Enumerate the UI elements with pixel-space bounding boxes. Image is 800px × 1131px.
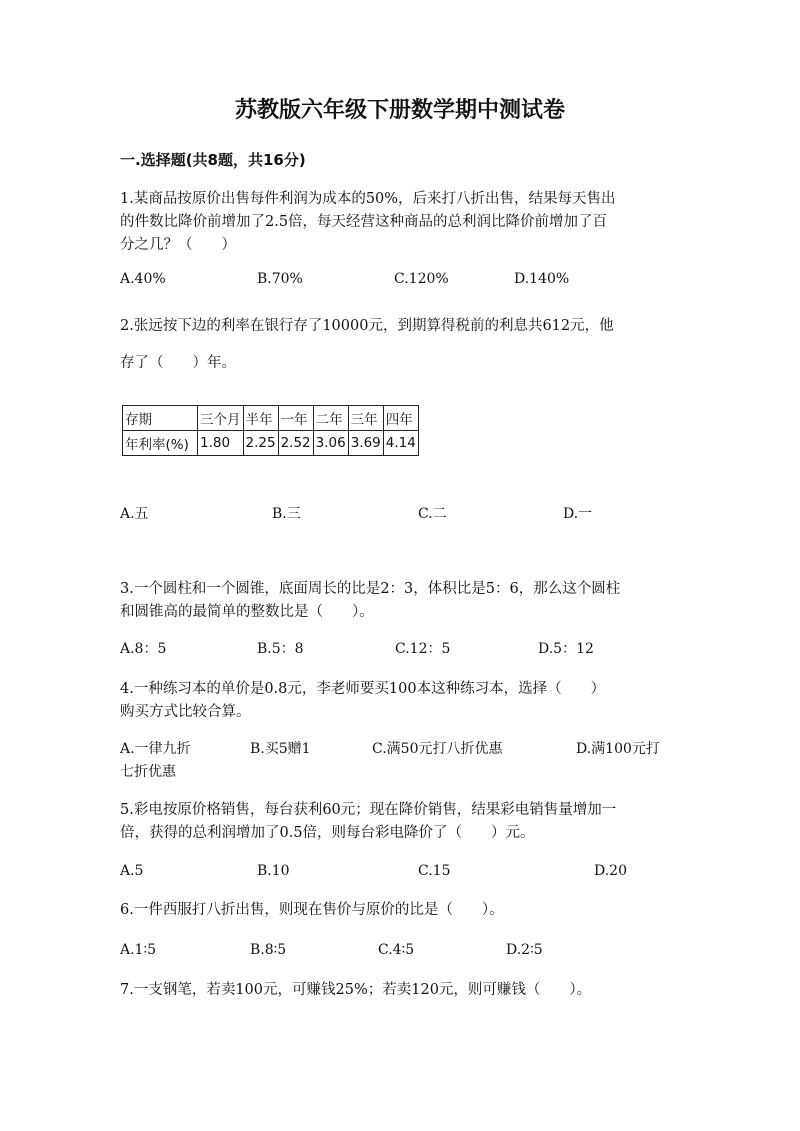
question-text-line: 分之几？（ ） xyxy=(120,237,236,253)
table-cell: 三个月 xyxy=(198,406,244,431)
question-4-options xyxy=(120,738,700,761)
option-a[interactable]: A.5 xyxy=(120,863,144,879)
option-d[interactable]: D.2∶5 xyxy=(506,942,543,958)
table-cell: 存期 xyxy=(123,406,198,431)
table-cell: 一年 xyxy=(278,406,313,431)
table-row xyxy=(123,431,419,456)
table-header-row xyxy=(123,406,419,431)
option-b[interactable]: B.8∶5 xyxy=(250,942,287,958)
question-text-line: 购买方式比较合算。 xyxy=(120,704,251,720)
table-cell: 3.06 xyxy=(313,431,348,456)
question-text-line: 3.一个圆柱和一个圆锥，底面周长的比是2：3，体积比是5：6，那么这个圆柱 xyxy=(120,581,621,597)
option-a[interactable]: A.1∶5 xyxy=(120,942,157,958)
option-c[interactable]: C.15 xyxy=(418,863,451,879)
option-b[interactable]: B.5：8 xyxy=(257,641,304,657)
question-text-line: 存了（ ）年。 xyxy=(120,355,236,371)
question-2-options xyxy=(120,503,700,526)
option-a[interactable]: A.40% xyxy=(120,271,166,287)
question-text-line: 倍，获得的总利润增加了0.5倍，则每台彩电降价了（ ）元。 xyxy=(120,825,535,841)
option-c[interactable]: C.4∶5 xyxy=(378,942,415,958)
interest-rate-table xyxy=(122,405,419,456)
option-b[interactable]: B.70% xyxy=(257,271,303,287)
option-d[interactable]: D.一 xyxy=(563,506,593,522)
table-cell: 半年 xyxy=(243,406,278,431)
table-cell: 4.14 xyxy=(383,431,418,456)
question-3-options xyxy=(120,638,700,661)
question-text-line: 和圆锥高的最简单的整数比是（ ）。 xyxy=(120,604,374,620)
table-cell: 年利率(%) xyxy=(123,431,198,456)
question-4-option-d-continued xyxy=(120,761,700,784)
table-cell: 四年 xyxy=(383,406,418,431)
table-cell: 三年 xyxy=(348,406,383,431)
page-title: 苏教版六年级下册数学期中测试卷 xyxy=(234,98,565,123)
table-cell: 1.80 xyxy=(198,431,244,456)
table-cell: 二年 xyxy=(313,406,348,431)
option-c[interactable]: C.满50元打八折优惠 xyxy=(372,741,503,757)
option-a[interactable]: A.8：5 xyxy=(120,641,167,657)
question-4 xyxy=(120,678,680,724)
question-text-line: 6.一件西服打八折出售，则现在售价与原价的比是（ ）。 xyxy=(120,902,504,918)
section-heading: 一.选择题(共8题，共16分) xyxy=(120,151,306,169)
question-7 xyxy=(120,979,680,1002)
option-b[interactable]: B.买5赠1 xyxy=(250,741,311,757)
option-d[interactable]: D.140% xyxy=(514,271,570,287)
question-text-line: 7.一支钢笔，若卖100元，可赚钱25%；若卖120元，则可赚钱（ ）。 xyxy=(120,982,592,998)
question-text-line: 4.一种练习本的单价是0.8元，李老师要买100本这种练习本，选择（ ） xyxy=(120,681,606,697)
option-d[interactable]: D.5：12 xyxy=(538,641,594,657)
option-a[interactable]: A.五 xyxy=(120,506,149,522)
option-c[interactable]: C.12：5 xyxy=(395,641,451,657)
question-text-line: 的件数比降价前增加了2.5倍，每天经营这种商品的总利润比降价前增加了百 xyxy=(120,214,608,230)
option-c[interactable]: C.二 xyxy=(418,506,447,522)
table-cell: 2.25 xyxy=(243,431,278,456)
question-6-options xyxy=(120,939,700,962)
question-text-line: 2.张远按下边的利率在银行存了10000元，到期算得税前的利息共612元，他 xyxy=(120,318,614,334)
option-a[interactable]: A.一律九折 xyxy=(120,741,191,757)
table-cell: 3.69 xyxy=(348,431,383,456)
question-6 xyxy=(120,899,680,922)
option-d-tail: 七折优惠 xyxy=(120,764,176,780)
question-3 xyxy=(120,578,680,624)
table-cell: 2.52 xyxy=(278,431,313,456)
option-b[interactable]: B.10 xyxy=(257,863,290,879)
question-text-line: 5.彩电按原价格销售，每台获利60元；现在降价销售，结果彩电销售量增加一 xyxy=(120,802,617,818)
question-5-options xyxy=(120,860,700,883)
question-text-line: 1.某商品按原价出售每件利润为成本的50%，后来打八折出售，结果每天售出 xyxy=(120,191,616,207)
option-c[interactable]: C.120% xyxy=(394,271,449,287)
question-1 xyxy=(120,188,680,257)
question-2 xyxy=(120,308,680,382)
option-d[interactable]: D.20 xyxy=(594,863,627,879)
option-d[interactable]: D.满100元打 xyxy=(576,741,660,757)
question-5 xyxy=(120,799,680,845)
question-1-options xyxy=(120,268,700,291)
option-b[interactable]: B.三 xyxy=(272,506,301,522)
